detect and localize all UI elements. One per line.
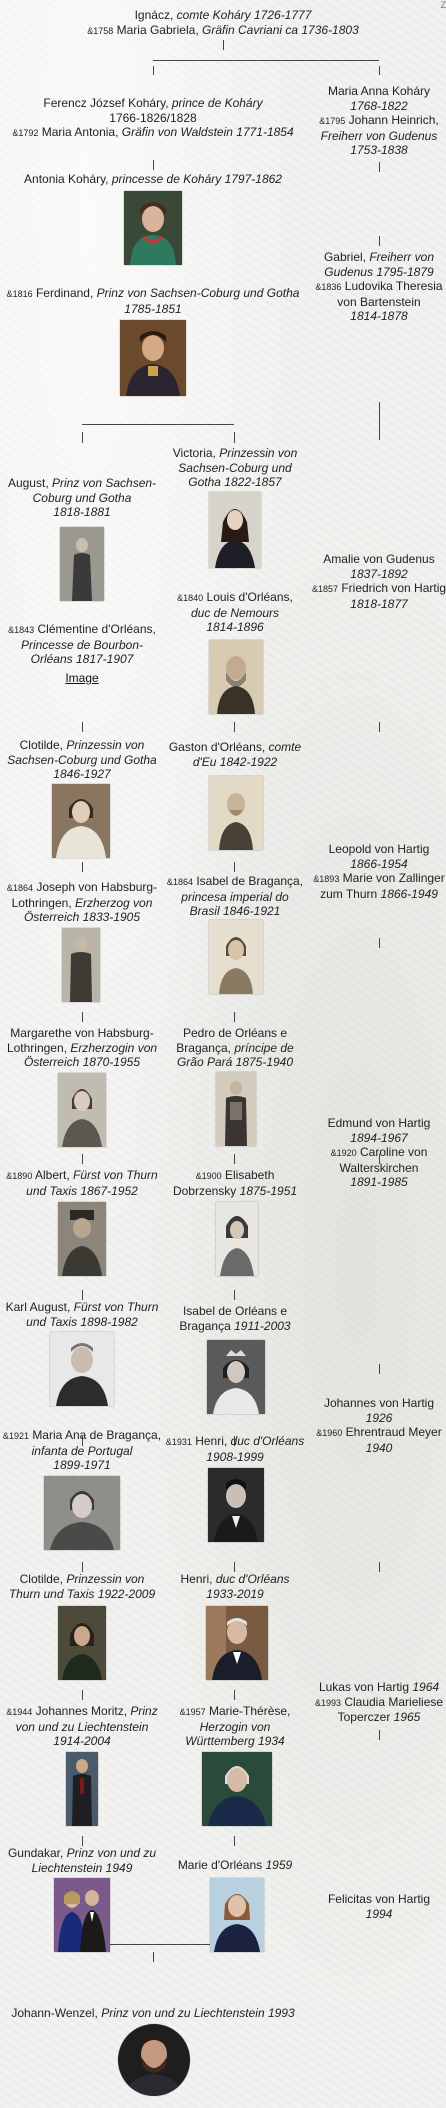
portrait-antonia (124, 191, 182, 265)
person-johannes-moritz-liechtenstein: &1944 Johannes Moritz, Prinz von und zu Liechtenstein 1914-2004 (6, 1704, 158, 1748)
person-felicitas-hartig: Felicitas von Hartig 1994 (327, 1892, 431, 1921)
portrait-margarethe (58, 1073, 106, 1147)
connector (234, 432, 235, 443)
connector (82, 722, 83, 732)
portrait-pedro (216, 1072, 256, 1146)
connector (82, 1154, 83, 1164)
connector (153, 1952, 154, 1962)
person-clotilde-saxe-coburg: Clotilde, Prinzessin von Sachsen-Coburg und Gotha 1846-1927 (7, 738, 157, 781)
connector (234, 722, 235, 732)
person-albert-thurn-taxis: &1890 Albert, Fürst von Thurn und Taxis 1867-1952 (6, 1168, 158, 1198)
person-gaston-eu: Gaston d'Orléans, comte d'Eu 1842-1922 (168, 740, 302, 769)
connector (379, 938, 380, 948)
portrait-isabel-1 (209, 920, 263, 994)
portrait-clotilde-2 (58, 1606, 106, 1680)
connector (234, 1836, 235, 1846)
portrait-marie-therese (202, 1752, 272, 1826)
portrait-henri-2 (206, 1606, 268, 1680)
person-elisabeth-dobrzensky: &1900 Elisabeth Dobrzensky 1875-1951 (172, 1168, 298, 1198)
person-johannes-hartig: Johannes von Hartig 1926 &1960 Ehrentraud Meyer 1940 (316, 1396, 442, 1455)
connector (82, 1562, 83, 1572)
person-gundakar-liechtenstein: Gundakar, Prinz von und zu Liechtenstein 1949 (7, 1846, 157, 1875)
portrait-gundakar (54, 1878, 110, 1952)
person-ferencz-kohary: Ferencz József Koháry, prince de Koháry 1766-1826/1828 &1792 Maria Antonia, Gräfin von Waldstein 1771-1854 (12, 96, 294, 139)
person-joseph-habsburg: &1864 Joseph von Habsburg- Lothringen, Erzherzog von Österreich 1833-1905 (6, 880, 158, 924)
person-johann-wenzel-liechtenstein: Johann-Wenzel, Prinz von und zu Liechtenstein 1993 (11, 2006, 295, 2020)
person-marie-orleans: Marie d'Orléans 1959 (177, 1858, 293, 1872)
connector (82, 432, 83, 443)
connector (82, 1836, 83, 1846)
portrait-august (60, 527, 104, 601)
connector (153, 60, 379, 61)
connector (379, 236, 380, 246)
person-ignacz-kohary: Ignácz, comte Koháry 1726-1777 &1758 Maria Gabriela, Gräfin Cavriani ca 1736-1803 (87, 8, 359, 37)
connector (223, 40, 224, 50)
portrait-albert (58, 1202, 106, 1276)
connector (234, 1012, 235, 1022)
person-clementine-orleans: &1843 Clémentine d'Orléans, Princesse de Bourbon- Orléans 1817-1907 Image (8, 622, 156, 685)
corner-mark: Z (440, 0, 446, 10)
person-august-saxe-coburg: August, Prinz von Sachsen- Coburg und Gotha 1818-1881 (7, 476, 157, 519)
portrait-johannes-moritz (66, 1752, 98, 1826)
connector (379, 1562, 380, 1572)
person-leopold-hartig: Leopold von Hartig 1866-1954 &1893 Marie von Zallinger zum Thurn 1866-1949 (313, 842, 445, 901)
person-margarethe-habsburg: Margarethe von Habsburg- Lothringen, Erzherzogin von Österreich 1870-1955 (6, 1026, 158, 1069)
connector (82, 1290, 83, 1300)
connector (379, 66, 380, 75)
person-maria-ana-braganca: &1921 Maria Ana de Bragança, infanta de Portugal 1899-1971 (2, 1428, 162, 1472)
connector (153, 66, 154, 75)
connector (234, 1290, 235, 1300)
person-louis-nemours: &1840 Louis d'Orléans, duc de Nemours 1814-1896 (177, 590, 293, 634)
connector (379, 722, 380, 732)
person-victoria-saxe-coburg: Victoria, Prinzessin von Sachsen-Coburg und Gotha 1822-1857 (172, 446, 298, 489)
person-marie-therese-wurttemberg: &1957 Marie-Thérèse, Herzogin von Württemberg 1934 (179, 1704, 291, 1748)
connector (234, 862, 235, 872)
connector (82, 862, 83, 872)
portrait-isabel-2 (207, 1340, 265, 1414)
portrait-johann-wenzel (118, 2024, 190, 2096)
person-clotilde-thurn-taxis: Clotilde, Prinzessin von Thurn und Taxis 1922-2009 (8, 1572, 156, 1601)
portrait-gaston (209, 776, 263, 850)
connector (379, 402, 380, 440)
person-karl-august-thurn-taxis: Karl August, Fürst von Thurn und Taxis 1898-1982 (5, 1300, 159, 1329)
connector (379, 1364, 380, 1374)
portrait-elisabeth (216, 1202, 258, 1276)
portrait-joseph (62, 928, 100, 1002)
portrait-louis (209, 640, 263, 714)
person-henri-orleans-2: Henri, duc d'Orléans 1933-2019 (180, 1572, 290, 1601)
portrait-marie-orleans (210, 1878, 264, 1952)
person-edmund-hartig: Edmund von Hartig 1894-1967 &1920 Caroline von Walterskirchen 1891-1985 (327, 1116, 431, 1189)
portrait-henri-1 (208, 1468, 264, 1542)
connector (234, 1562, 235, 1572)
connector (153, 160, 154, 170)
person-isabel-braganca: &1864 Isabel de Bragança, princesa imperial do Brasil 1846-1921 (166, 874, 304, 918)
person-pedro-orleans-braganca: Pedro de Orléans e Bragança, príncipe de Grão Pará 1875-1940 (176, 1026, 294, 1069)
connector (379, 1730, 380, 1740)
person-ferdinand-saxe-coburg: &1816 Ferdinand, Prinz von Sachsen-Coburg und Gotha 1785-1851 (6, 286, 300, 316)
connector (234, 1154, 235, 1164)
person-isabel-orleans-braganca: Isabel de Orléans e Bragança 1911-2003 (179, 1304, 291, 1333)
connector (82, 1690, 83, 1700)
connector (234, 1690, 235, 1700)
image-link[interactable]: Image (65, 670, 99, 685)
portrait-maria-ana (44, 1476, 120, 1550)
person-antonia-kohary: Antonia Koháry, princesse de Koháry 1797-1862 (24, 172, 282, 186)
person-gabriel-gudenus: Gabriel, Freiherr von Gudenus 1795-1879 &1836 Ludovika Theresia von Bartenstein 1814-1878 (315, 250, 443, 323)
person-henri-orleans-1: &1931 Henri, duc d'Orléans 1908-1999 (165, 1434, 305, 1464)
connector (379, 162, 380, 172)
portrait-ferdinand (120, 320, 186, 396)
person-maria-anna-kohary: Maria Anna Koháry 1768-1822 &1795 Johann Heinrich, Freiherr von Gudenus 1753-1838 (319, 84, 439, 157)
person-lukas-hartig: Lukas von Hartig 1964 &1993 Claudia Marieliese Toperczer 1965 (314, 1680, 444, 1724)
connector (82, 1012, 83, 1022)
portrait-karl-august (50, 1332, 114, 1406)
portrait-clotilde-1 (52, 784, 110, 858)
person-amalie-gudenus: Amalie von Gudenus 1837-1892 &1857 Friedrich von Hartig 1818-1877 (311, 552, 446, 611)
portrait-victoria (209, 492, 261, 568)
connector (82, 424, 234, 425)
